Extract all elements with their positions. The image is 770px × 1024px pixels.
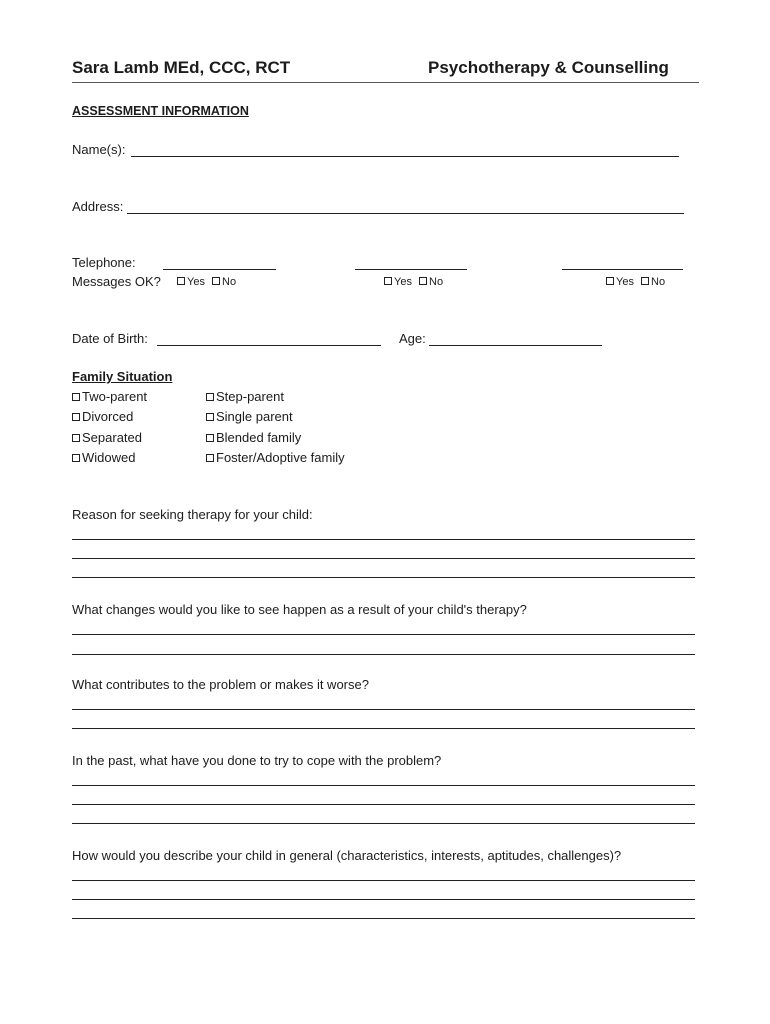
answer-line[interactable]	[72, 804, 695, 805]
dob-field[interactable]	[157, 345, 381, 346]
family-option[interactable]: Foster/Adoptive family	[206, 450, 345, 465]
practitioner-name: Sara Lamb MEd, CCC, RCT	[72, 58, 291, 77]
section-title: ASSESSMENT INFORMATION	[72, 104, 249, 118]
names-field[interactable]	[131, 156, 679, 157]
messages-options-2: Yes No	[384, 276, 443, 288]
question-describe-child: How would you describe your child in general (characteristics, interests, aptitudes, challenges)?	[72, 848, 622, 863]
checkbox[interactable]	[206, 393, 214, 401]
checkbox[interactable]	[72, 434, 80, 442]
messages-options-3: Yes No	[606, 276, 665, 288]
answer-line[interactable]	[72, 918, 695, 919]
answer-line[interactable]	[72, 577, 695, 578]
checkbox[interactable]	[206, 454, 214, 462]
practice-name: Psychotherapy & Counselling	[428, 58, 669, 77]
header-rule	[72, 82, 699, 83]
answer-line[interactable]	[72, 823, 695, 824]
family-option[interactable]: Step-parent	[206, 389, 284, 404]
address-field[interactable]	[127, 213, 684, 214]
question-coping: In the past, what have you done to try to cope with the problem?	[72, 753, 442, 768]
family-option[interactable]: Single parent	[206, 409, 293, 424]
answer-line[interactable]	[72, 654, 695, 655]
yes-checkbox[interactable]	[177, 277, 185, 285]
answer-line[interactable]	[72, 785, 695, 786]
answer-line[interactable]	[72, 728, 695, 729]
family-situation-title: Family Situation	[72, 369, 173, 384]
address-label: Address:	[72, 199, 124, 214]
dob-label: Date of Birth:	[72, 331, 148, 346]
family-option[interactable]: Two-parent	[72, 389, 147, 404]
answer-line[interactable]	[72, 709, 695, 710]
question-changes: What changes would you like to see happen as a result of your child's therapy?	[72, 602, 527, 617]
family-option[interactable]: Separated	[72, 430, 142, 445]
checkbox[interactable]	[72, 393, 80, 401]
family-option[interactable]: Blended family	[206, 430, 301, 445]
answer-line[interactable]	[72, 634, 695, 635]
checkbox[interactable]	[72, 413, 80, 421]
yes-checkbox[interactable]	[384, 277, 392, 285]
family-option[interactable]: Widowed	[72, 450, 135, 465]
telephone-field-3[interactable]	[562, 269, 683, 270]
question-reason: Reason for seeking therapy for your child:	[72, 507, 313, 522]
telephone-label: Telephone:	[72, 255, 136, 270]
no-checkbox[interactable]	[419, 277, 427, 285]
question-contributes: What contributes to the problem or makes it worse?	[72, 677, 369, 692]
answer-line[interactable]	[72, 539, 695, 540]
telephone-field-1[interactable]	[163, 269, 276, 270]
yes-checkbox[interactable]	[606, 277, 614, 285]
checkbox[interactable]	[206, 413, 214, 421]
checkbox[interactable]	[72, 454, 80, 462]
no-checkbox[interactable]	[641, 277, 649, 285]
telephone-field-2[interactable]	[355, 269, 467, 270]
messages-label: Messages OK?	[72, 274, 161, 289]
age-label: Age:	[399, 331, 426, 346]
age-field[interactable]	[429, 345, 602, 346]
no-checkbox[interactable]	[212, 277, 220, 285]
names-label: Name(s):	[72, 142, 126, 157]
answer-line[interactable]	[72, 880, 695, 881]
family-option[interactable]: Divorced	[72, 409, 133, 424]
answer-line[interactable]	[72, 899, 695, 900]
checkbox[interactable]	[206, 434, 214, 442]
answer-line[interactable]	[72, 558, 695, 559]
messages-options-1: Yes No	[177, 276, 236, 288]
